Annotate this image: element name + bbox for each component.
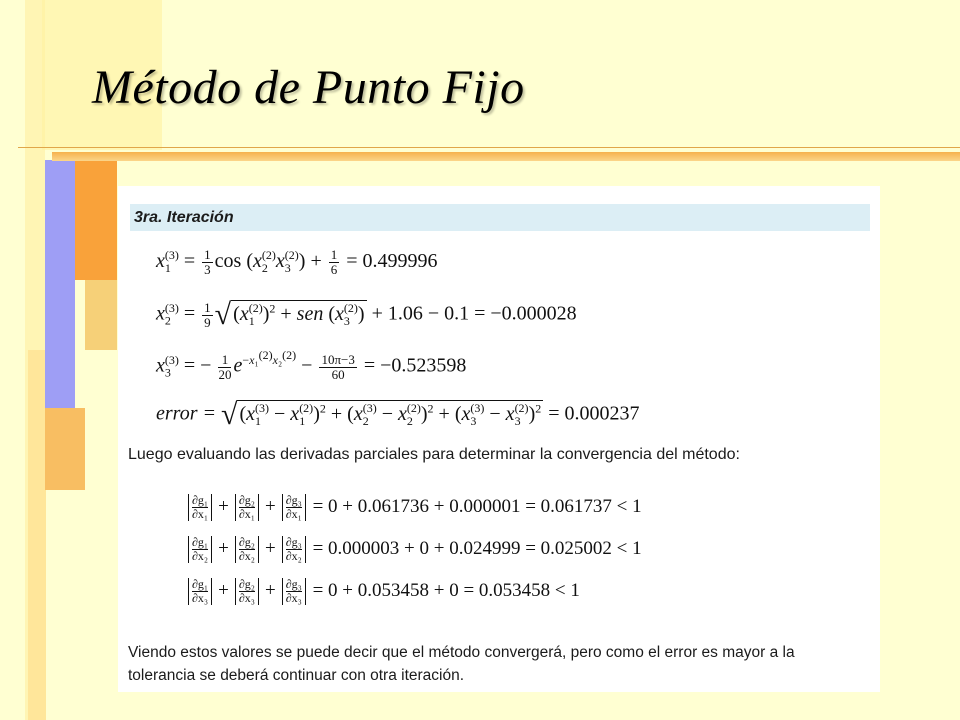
title-divider-band bbox=[52, 152, 960, 161]
section-header: 3ra. Iteración bbox=[130, 204, 870, 231]
decor-bar-blue bbox=[45, 160, 75, 408]
paragraph-derivatives-intro: Luego evaluando las derivadas parciales para determinar la convergencia del método: bbox=[128, 446, 740, 463]
equation-x1-result: = 0.499996 bbox=[346, 250, 438, 273]
equation-x2-result: + 1.06 − 0.1 = −0.000028 bbox=[371, 302, 577, 325]
equation-error: error = √ $(x_1^{(3)} - x_1^{(2)})^2 + (x_2^{(3)} - x_2^{(2)})^2 + (x_3^{(3)} - x_3^{(2)})^2 = 0.000237$ bbox=[156, 398, 640, 431]
derivative-row-3: $\frac{\text{∂g₁}}{\text{∂x₃}}$ + $\frac{\text{∂g₂}}{\text{∂x₃}}$ + $\frac{\text{∂g₃}}{\text{∂x₃}}$ = 0 + 0.053458 + 0 = 0.053458 < 1 bbox=[186, 578, 580, 605]
title-divider bbox=[18, 147, 960, 148]
derivative-row-2: $\frac{\text{∂g₁}}{\text{∂x₂}}$ + $\frac{\text{∂g₂}}{\text{∂x₂}}$ + $\frac{\text{∂g₃}}{\text{∂x₂}}$ = 0.000003 + 0 + 0.024999 = 0.025002 < 1 bbox=[186, 536, 642, 563]
equation-x3: $x_3^{(3)}$ = − $\frac{1}{20}$ $e^{-x_1^{(2)}x_2^{(2)}}$ − $\frac{10\pi-3}{60}$ = −0.523598 bbox=[156, 348, 467, 382]
decor-bar bbox=[28, 350, 46, 720]
derivative-row-2-result: = 0.000003 + 0 + 0.024999 = 0.025002 < 1 bbox=[312, 537, 642, 559]
derivative-row-3-result: = 0 + 0.053458 + 0 = 0.053458 < 1 bbox=[312, 579, 580, 601]
error-label: error = bbox=[156, 402, 216, 425]
equation-x1: $x_1^{(3)}$ = $\frac{1}{3}$ $\cos (x_2^{(2)}x_3^{(2)})$ + $\frac{1}{6}$ = 0.499996 bbox=[156, 247, 438, 277]
paragraph-conclusion-line1: Viendo estos valores se puede decir que el método convergerá, pero como el error es mayor a la bbox=[128, 644, 795, 661]
paragraph-conclusion-line2: tolerancia se deberá continuar con otra iteración. bbox=[128, 667, 465, 684]
content-panel bbox=[118, 186, 880, 692]
derivative-row-1: $\frac{\text{∂g₁}}{\text{∂x₁}}$ + $\frac{\text{∂g₂}}{\text{∂x₁}}$ + $\frac{\text{∂g₃}}{\text{∂x₁}}$ = 0 + 0.061736 + 0.000001 = 0.061737 < 1 bbox=[186, 494, 642, 521]
equation-x3-result: = −0.523598 bbox=[363, 354, 467, 377]
decor-bar bbox=[85, 280, 117, 350]
equation-x2: $x_2^{(3)}$ = $\frac{1}{9}$ √ $(x_1^{(2)})^2$ + sen $(x_3^{(2)}) + 1.06 - 0.1 = -0.000028$ bbox=[156, 298, 577, 331]
slide-title: Método de Punto Fijo bbox=[92, 61, 525, 114]
decor-bar bbox=[45, 408, 85, 490]
equation-error-result: = 0.000237 bbox=[548, 402, 640, 425]
derivative-row-1-result: = 0 + 0.061736 + 0.000001 = 0.061737 < 1 bbox=[312, 495, 642, 517]
